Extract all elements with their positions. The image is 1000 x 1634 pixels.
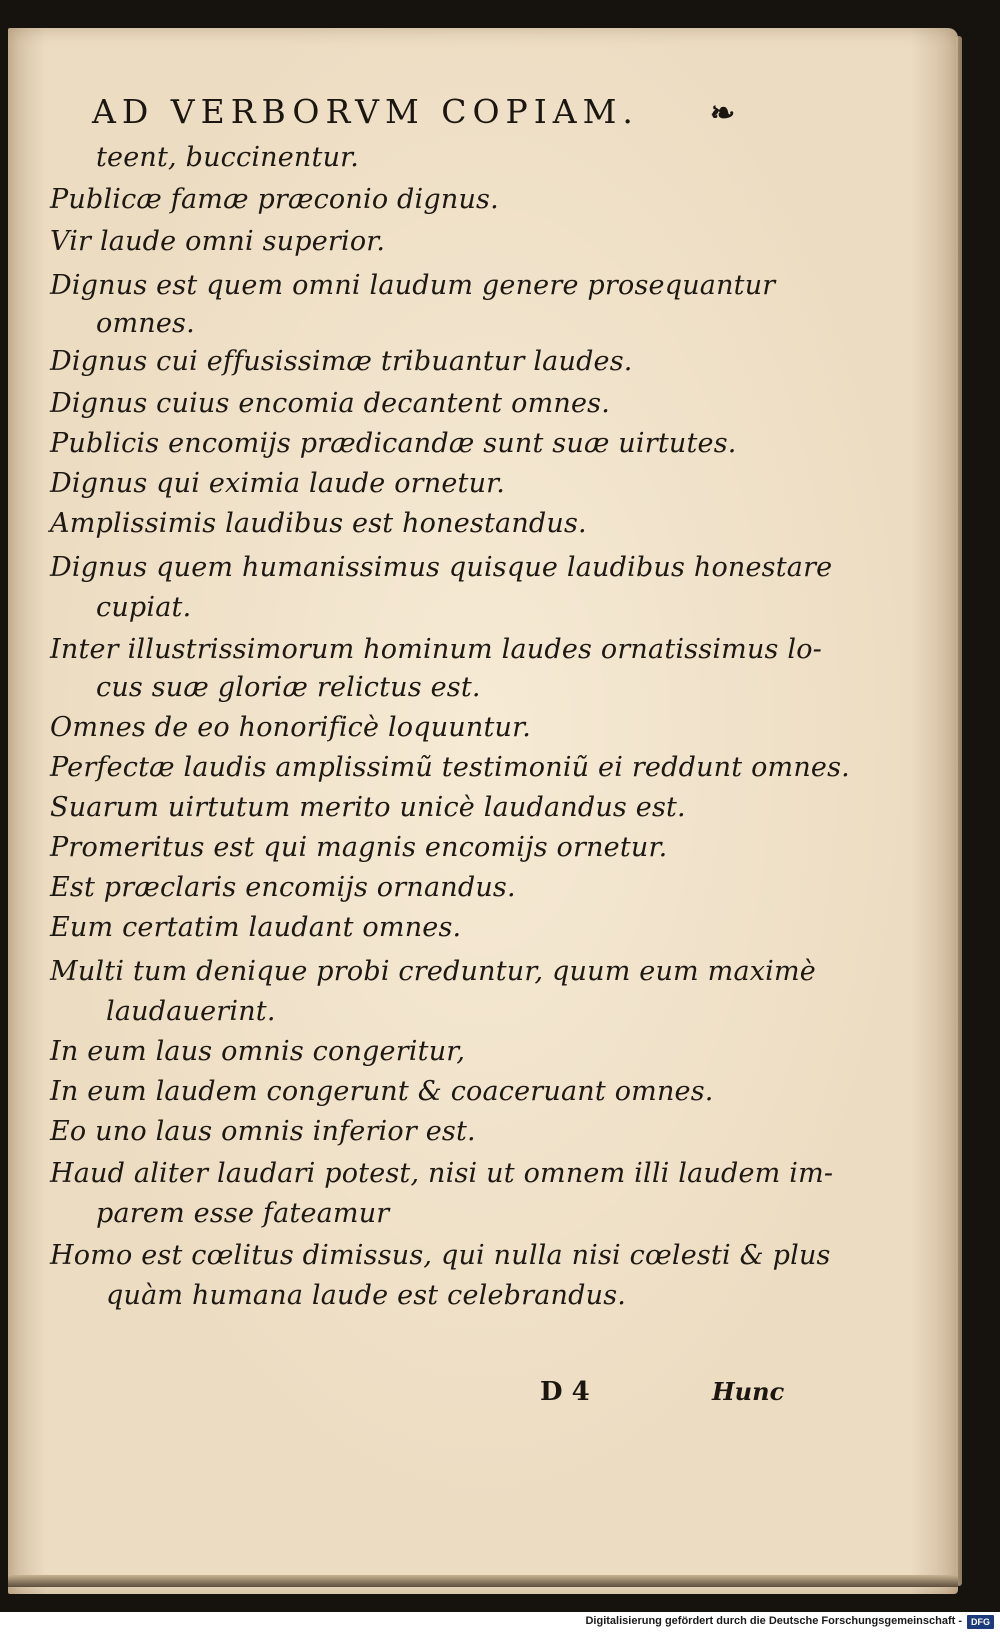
text-line: cupiat. — [96, 592, 192, 623]
running-head: AD VERBORVM COPIAM. — [92, 92, 639, 131]
text-line: Dignus cui effusissimæ tribuantur laudes. — [50, 346, 633, 377]
page-bottom-edge — [8, 1575, 958, 1587]
text-line: Amplissimis laudibus est honestandus. — [50, 508, 587, 539]
text-line: Dignus est quem omni laudum genere prosequantur — [50, 270, 776, 301]
text-line: Inter illustrissimorum hominum laudes ornatissimus lo- — [50, 634, 822, 665]
text-line: Omnes de eo honorificè loquuntur. — [50, 712, 532, 743]
dfg-logo: DFG — [967, 1615, 994, 1629]
text-line: Dignus cuius encomia decantent omnes. — [50, 388, 611, 419]
text-line: Promeritus est qui magnis encomijs ornetur. — [50, 832, 668, 863]
text-line: Multi tum denique probi creduntur, quum eum maximè — [50, 956, 816, 987]
text-line: Perfectæ laudis amplissimũ testimoniũ ei reddunt omnes. — [50, 752, 850, 783]
text-line: Eo uno laus omnis inferior est. — [50, 1116, 476, 1147]
text-line: Dignus quem humanissimus quisque laudibus honestare — [50, 552, 833, 583]
text-line: cus suæ gloriæ relictus est. — [96, 672, 481, 703]
text-line: Publicis encomijs prædicandæ sunt suæ uirtutes. — [50, 428, 737, 459]
text-line: Homo est cœlitus dimissus, qui nulla nisi cœlesti & plus — [50, 1240, 831, 1271]
text-line: In eum laus omnis congeritur, — [50, 1036, 466, 1067]
text-line: Vir laude omni superior. — [50, 226, 386, 257]
catchword: Hunc — [712, 1377, 785, 1406]
text-line: quàm humana laude est celebrandus. — [106, 1280, 627, 1311]
text-line: teent, buccinentur. — [96, 142, 360, 173]
text-line: omnes. — [96, 308, 195, 339]
ornament-icon: ❧ — [710, 96, 736, 131]
text-line: In eum laudem congerunt & coaceruant omnes. — [50, 1076, 714, 1107]
text-line: Haud aliter laudari potest, nisi ut omnem illi laudem im- — [50, 1158, 834, 1189]
text-line: Est præclaris encomijs ornandus. — [50, 872, 516, 903]
text-line: laudauerint. — [106, 996, 276, 1027]
text-line: Suarum uirtutum merito unicè laudandus est. — [50, 792, 686, 823]
text-line: Dignus qui eximia laude ornetur. — [50, 468, 506, 499]
text-line: Eum certatim laudant omnes. — [50, 912, 462, 943]
signature-mark: D 4 — [540, 1377, 590, 1407]
page-edge — [956, 36, 962, 1586]
text-line: parem esse fateamur — [96, 1198, 390, 1229]
credit-bar — [0, 1612, 1000, 1634]
credit-text: Digitalisierung gefördert durch die Deutsche Forschungsgemeinschaft - — [585, 1615, 962, 1627]
text-line: Publicæ famæ præconio dignus. — [50, 184, 499, 215]
